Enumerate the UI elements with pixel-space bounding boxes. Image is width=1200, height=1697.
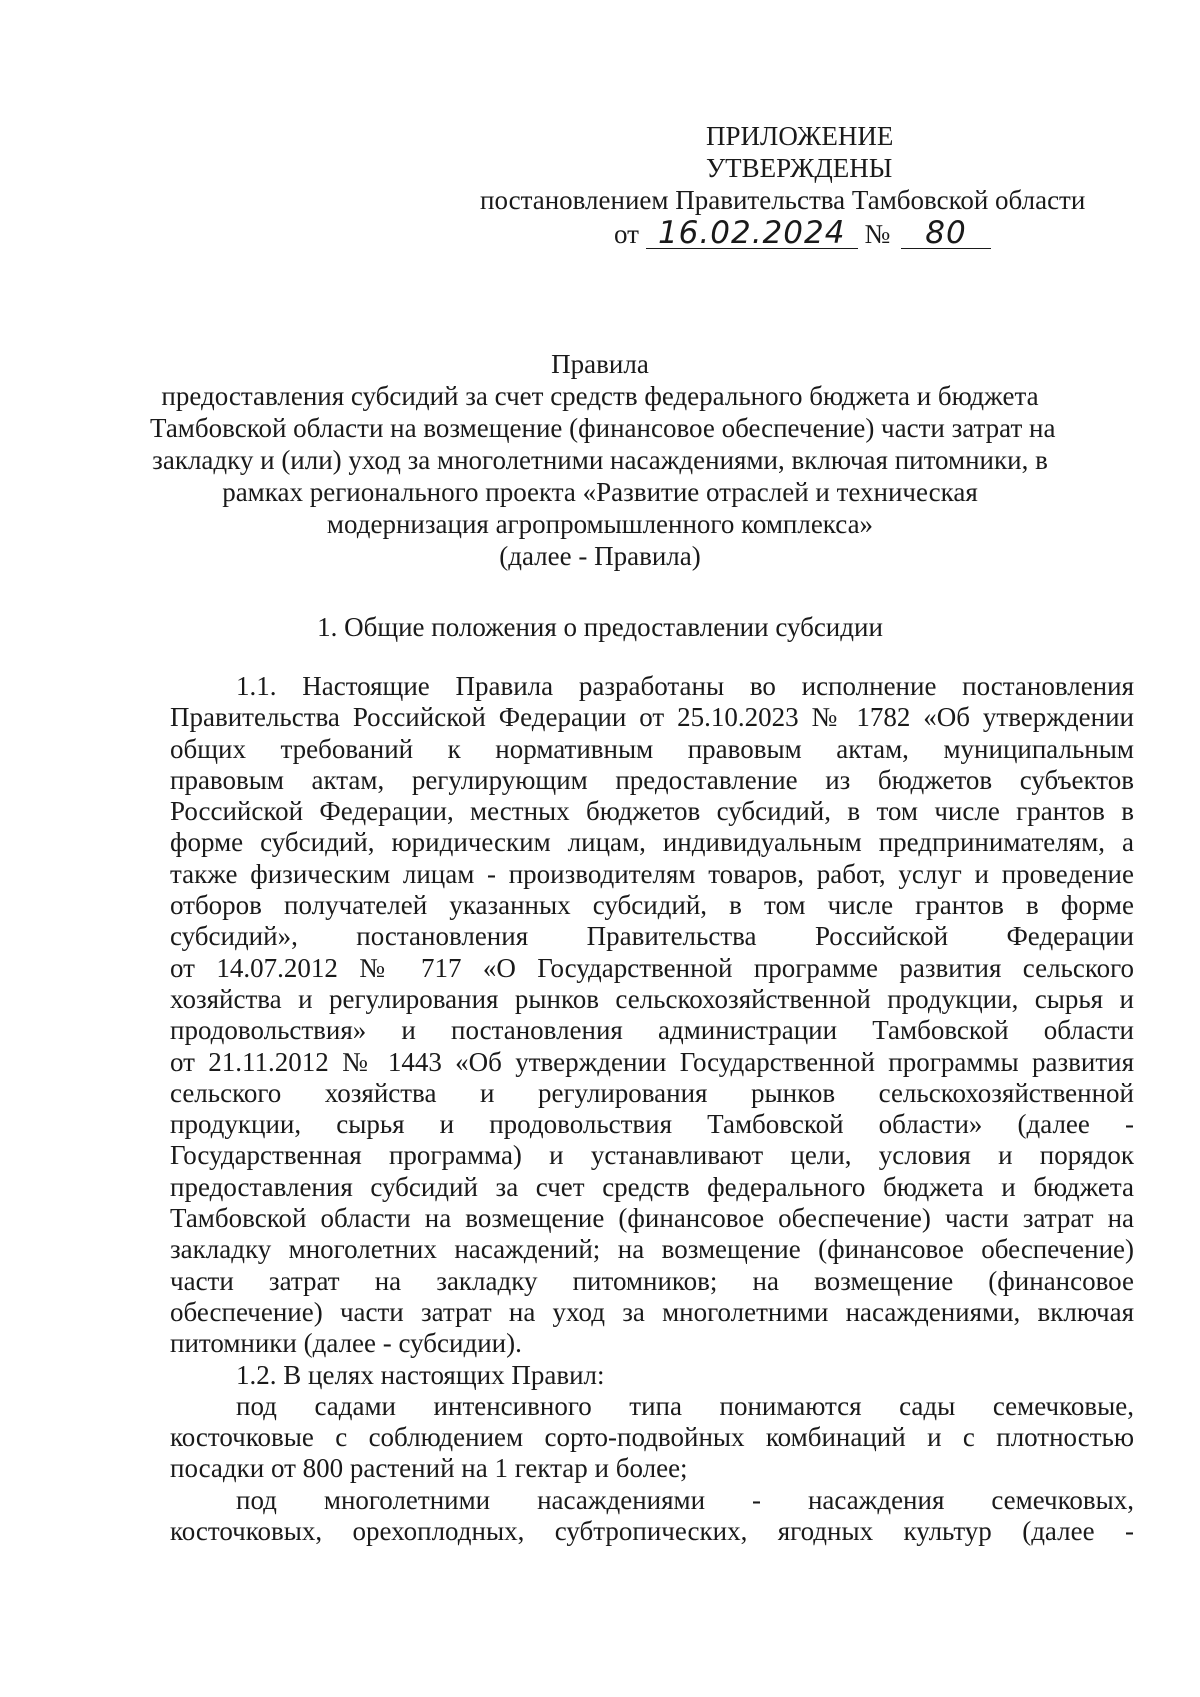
paragraph-line: косточковых, орехоплодных, субтропических, ягодных культур (далее - [170,1516,1134,1547]
paragraph-line: закладку многолетних насаждений; на возмещение (финансовое обеспечение) [170,1234,1134,1265]
title-line: закладку и (или) уход за многолетними насаждениями, включая питомники, в [152,445,1048,475]
paragraph-line: правовым актам, регулирующим предоставление из бюджетов субъектов [170,764,1134,795]
resolution-label: постановлением Правительства Тамбовской области [480,185,1086,215]
paragraph-line: обеспечение) части затрат на уход за многолетними насаждениями, включая [170,1296,1134,1327]
paragraph-line: отборов получателей указанных субсидий, в том числе грантов в форме [170,890,1134,921]
title-line: модернизация агропромышленного комплекса» [326,509,874,539]
paragraph-line: Правительства Российской Федерации от 25.10.2023 № 1782 «Об утверждении [170,702,1134,733]
title-heading: Правила [551,349,649,379]
number-label: № [864,219,891,249]
paragraph-line: Тамбовской области на возмещение (финансовое обеспечение) части затрат на [170,1203,1134,1234]
body-text [170,671,1134,1547]
document-title [150,348,1056,572]
paragraph-line: общих требований к нормативным правовым актам, муниципальным [170,733,1134,764]
date-number-line [614,215,991,251]
paragraph-line: от 21.11.2012 № 1443 «Об утверждении Государственной программы развития [170,1046,1134,1077]
title-line: (далее - Правила) [499,541,701,571]
paragraph-line: Государственная программа) и устанавливают цели, условия и порядок [170,1140,1134,1171]
title-line: Тамбовской области на возмещение (финансовое обеспечение) части затрат на [150,413,1056,443]
paragraph-line: части затрат на закладку питомников; на возмещение (финансовое [170,1265,1134,1296]
handwritten-date: 16.02.2024 [646,218,858,249]
paragraph-line: от 14.07.2012 № 717 «О Государственной программе развития сельского [170,952,1134,983]
paragraph-line: сельского хозяйства и регулирования рынков сельскохозяйственной [170,1077,1134,1108]
paragraph-line: посадки от 800 растений на 1 гектар и более; [170,1453,688,1484]
paragraph-line: 1.1. Настоящие Правила разработаны во исполнение постановления [236,671,1134,701]
title-line: предоставления субсидий за счет средств федерального бюджета и бюджета [161,381,1039,411]
paragraph-line: под многолетними насаждениями - насаждения семечковых, [236,1484,1134,1515]
paragraph-line: продовольствия» и постановления администрации Тамбовской области [170,1015,1134,1046]
section-heading: 1. Общие положения о предоставлении субсидии [317,612,883,642]
paragraph-line: также физическим лицам - производителям товаров, работ, услуг и проведение [170,858,1134,889]
paragraph-line: хозяйства и регулирования рынков сельскохозяйственной продукции, сырья и [170,983,1134,1014]
appendix-label: ПРИЛОЖЕНИЕ [706,121,894,151]
approved-label: УТВЕРЖДЕНЫ [706,153,893,183]
paragraph-line: 1.2. В целях настоящих Правил: [236,1359,605,1390]
paragraph-line: Российской Федерации, местных бюджетов субсидий, в том числе грантов в [170,796,1134,827]
from-label: от [614,219,639,249]
paragraph-line: питомники (далее - субсидии). [170,1328,522,1359]
paragraph-line: косточковые с соблюдением сорто-подвойных комбинаций и с плотностью [170,1422,1134,1453]
paragraph-line: продукции, сырья и продовольствия Тамбовской области» (далее - [170,1109,1134,1140]
paragraph-line: под садами интенсивного типа понимаются сады семечковые, [236,1390,1134,1421]
handwritten-number: 80 [901,218,991,249]
paragraph-line: субсидий», постановления Правительства Российской Федерации [170,921,1134,952]
title-line: рамках регионального проекта «Развитие отраслей и техническая [222,477,978,507]
paragraph-line: предоставления субсидий за счет средств федерального бюджета и бюджета [170,1171,1134,1202]
paragraph-line: форме субсидий, юридическим лицам, индивидуальным предпринимателям, а [170,827,1134,858]
